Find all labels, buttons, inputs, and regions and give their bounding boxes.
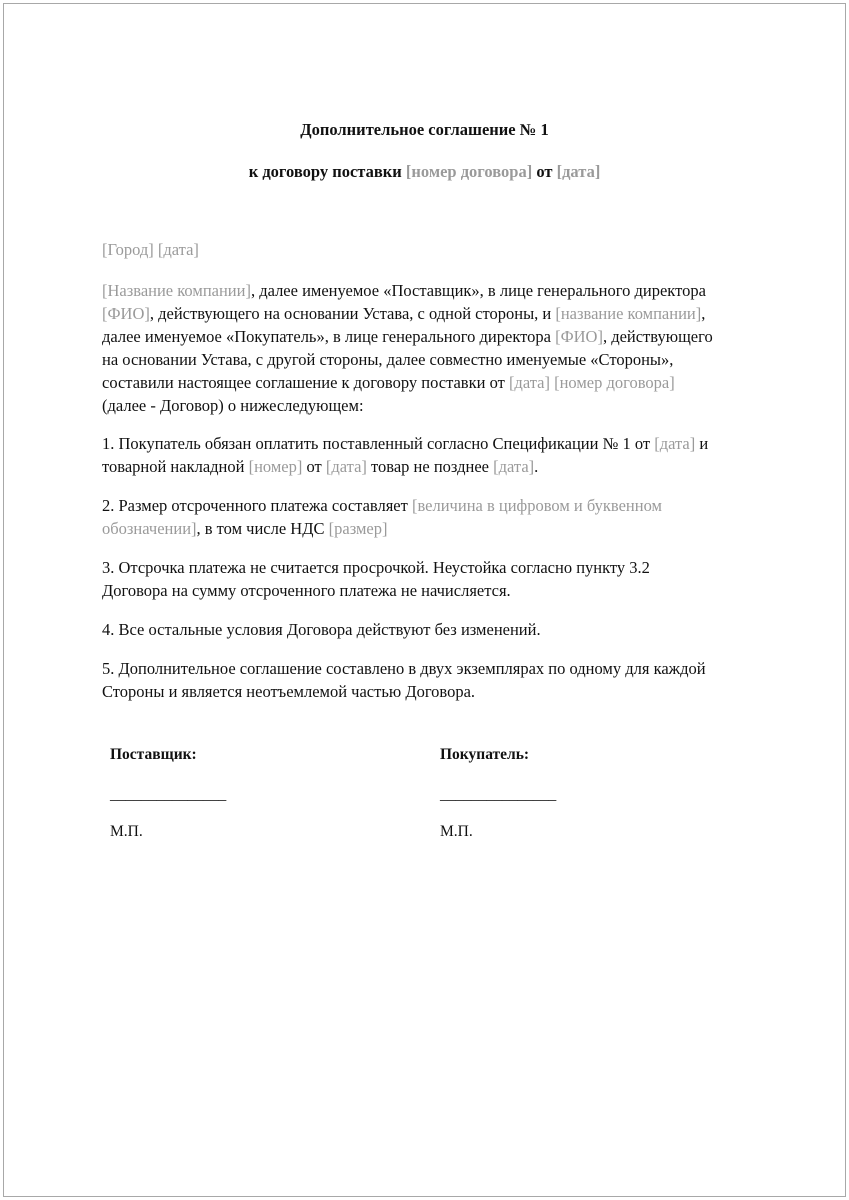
placeholder-field: [ФИО] [102,304,150,323]
supplier-stamp: М.П. [110,823,143,840]
placeholder-field: [величина в цифровом и буквенном [411,496,662,515]
text-line [102,579,650,602]
text-line [102,556,650,579]
text-segment: . [534,457,539,476]
text-segment: 5. Дополнительное соглашение составлено в двух экземплярах по одному для каждой [102,659,706,678]
placeholder-field: [название компании] [555,304,702,323]
buyer-label: Покупатель: [440,746,530,763]
placeholder-field: обозначении] [102,519,197,538]
text-line [102,432,708,455]
text-line [102,302,713,325]
text-line [102,455,708,478]
text-segment: 3. Отсрочка платежа не считается просрочкой. Неустойка согласно пункту 3.2 [102,558,650,577]
placeholder-field: [номер] [248,457,303,476]
text-segment: составили настоящее соглашение к договору поставки от [102,373,509,392]
text-segment: Договора на сумму отсроченного платежа не начисляется. [102,581,511,600]
clause-3 [102,556,650,602]
text-segment: товарной накладной [102,457,249,476]
text-segment: 2. Размер отсроченного платежа составляет [102,496,412,515]
text-segment: 4. Все остальные условия Договора действуют без изменений. [102,620,541,639]
text-line [102,680,706,703]
placeholder-field: [дата] [556,162,601,181]
supplier-signature-line: _______________ [110,786,227,803]
text-segment: товар не позднее [366,457,494,476]
placeholder-field: [дата] [508,373,550,392]
supplier-label: Поставщик: [110,746,197,763]
text-segment: , действующего [602,327,713,346]
text-segment: , действующего на основании Устава, с одной стороны, и [149,304,556,323]
placeholder-field: [дата] [493,457,535,476]
placeholder-field: [ФИО] [555,327,603,346]
placeholder-field: [Город] [дата] [102,240,199,259]
text-line [102,517,662,540]
text-line [102,618,541,641]
text-line [102,394,713,417]
placeholder-field: [номер договора] [405,162,533,181]
placeholder-field: [размер] [328,519,388,538]
placeholder-field: [Название компании] [102,281,251,300]
text-segment: Стороны и является неотъемлемой частью Договора. [102,682,476,701]
clause-4 [102,618,541,641]
text-segment: 1. Покупатель обязан оплатить поставленный согласно Спецификации № 1 от [102,434,655,453]
document-subtitle [0,160,849,183]
preamble [102,279,713,417]
text-segment: (далее - Договор) о нижеследующем: [102,396,364,415]
text-line [102,657,706,680]
text-segment: и [695,434,709,453]
text-segment: далее именуемое «Покупатель», в лице генерального директора [102,327,556,346]
clause-5 [102,657,706,703]
text-segment: , в том числе НДС [196,519,329,538]
placeholder-field: [дата] [654,434,696,453]
clause-2 [102,494,662,540]
placeholder-field: [дата] [325,457,367,476]
text-segment: , [701,304,706,323]
document-title: Дополнительное соглашение № 1 [300,120,549,139]
buyer-stamp: М.П. [440,823,473,840]
text-line [102,494,662,517]
text-line [102,279,713,302]
text-line [102,325,713,348]
text-line [102,371,713,394]
text-line [102,348,713,371]
text-segment: , далее именуемое «Поставщик», в лице генерального директора [250,281,706,300]
text-segment: на основании Устава, с другой стороны, далее совместно именуемые «Стороны», [102,350,674,369]
placeholder-field: [номер договора] [554,373,675,392]
city-date [102,238,199,261]
text-segment: от [302,457,326,476]
clause-1 [102,432,708,478]
text-line [102,238,199,261]
buyer-signature-line: _______________ [440,786,557,803]
text-segment: к договору поставки [248,162,406,181]
text-segment: от [532,162,557,181]
